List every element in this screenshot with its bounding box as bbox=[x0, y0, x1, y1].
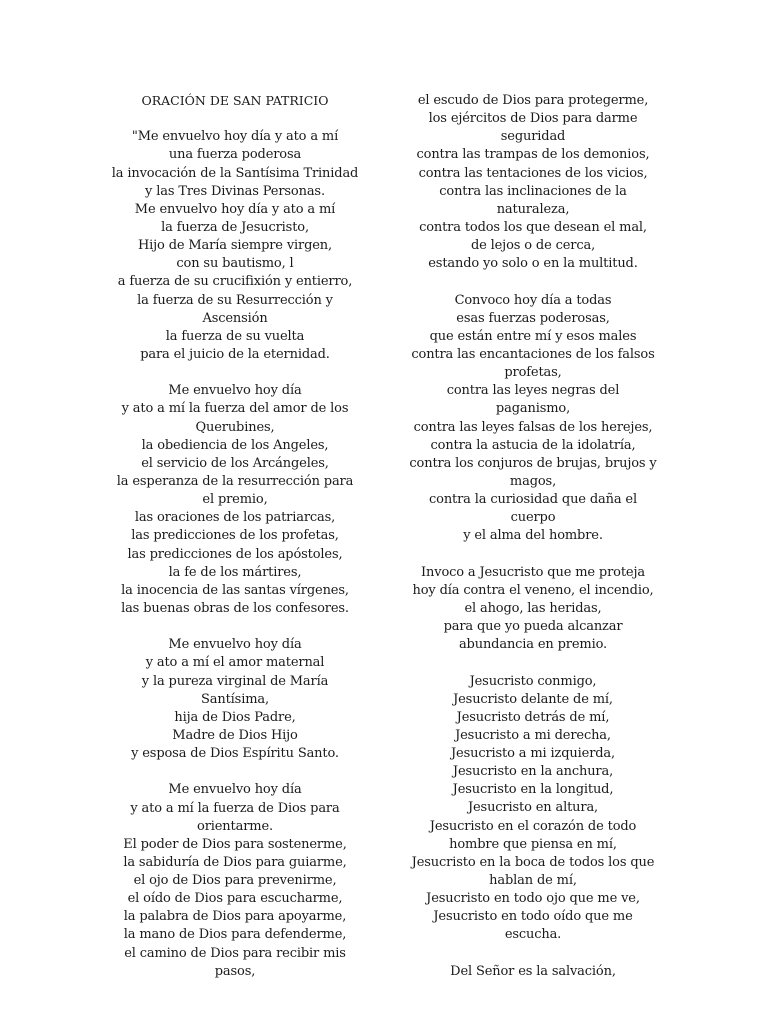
verse-line: estando yo solo o en la multitud. bbox=[428, 256, 638, 272]
right-column bbox=[388, 92, 678, 999]
verse-line: y el alma del hombre. bbox=[463, 528, 603, 544]
verse-line: Jesucristo en el corazón de todo bbox=[429, 818, 637, 834]
verse-line: orientarme. bbox=[197, 818, 273, 834]
verse-line: pasos, bbox=[214, 963, 256, 979]
stanza bbox=[388, 963, 678, 981]
verse-line: Madre de Dios Hijo bbox=[172, 727, 298, 743]
verse-line: la inocencia de las santas vírgenes, bbox=[121, 582, 349, 598]
verse-line: la fuerza de su Resurrección y bbox=[137, 292, 333, 308]
verse-line: Jesucristo delante de mí, bbox=[453, 691, 613, 707]
stanza bbox=[90, 781, 380, 981]
verse-line: para el juicio de la eternidad. bbox=[140, 346, 330, 362]
verse-line: escucha. bbox=[504, 927, 562, 943]
verse-line: esas fuerzas poderosas, bbox=[456, 310, 610, 326]
verse-line: la fe de los mártires, bbox=[168, 564, 302, 580]
verse-line: y esposa de Dios Espíritu Santo. bbox=[131, 746, 339, 762]
stanza bbox=[388, 92, 678, 273]
verse-line: el servicio de los Arcángeles, bbox=[141, 455, 329, 471]
verse-line: la sabiduría de Dios para guiarme, bbox=[123, 854, 347, 870]
verse-line: una fuerza poderosa bbox=[168, 147, 302, 163]
prayer-title: ORACIÓN DE SAN PATRICIO bbox=[141, 93, 329, 108]
verse-line: Jesucristo detrás de mí, bbox=[456, 709, 610, 725]
verse-line: de lejos o de cerca, bbox=[470, 238, 596, 254]
stanza bbox=[90, 128, 380, 364]
verse-line: contra la curiosidad que daña el bbox=[429, 492, 637, 508]
verse-line: Jesucristo conmigo, bbox=[469, 673, 597, 689]
verse-line: para que yo pueda alcanzar bbox=[443, 619, 623, 635]
verse-line: hoy día contra el veneno, el incendio, bbox=[412, 582, 654, 598]
verse-line: Me envuelvo hoy día bbox=[168, 383, 302, 399]
verse-line: la esperanza de la resurrección para bbox=[116, 473, 354, 489]
verse-line: las predicciones de los profetas, bbox=[131, 528, 339, 544]
verse-line: paganismo, bbox=[495, 401, 571, 417]
stanza bbox=[90, 636, 380, 763]
verse-line: y ato a mí el amor maternal bbox=[145, 655, 325, 671]
verse-line: Hijo de María siempre virgen, bbox=[137, 238, 333, 254]
verse-line: la palabra de Dios para apoyarme, bbox=[123, 909, 347, 925]
verse-line: Jesucristo en todo oído que me bbox=[433, 909, 633, 925]
verse-line: Jesucristo en la longitud, bbox=[452, 782, 614, 798]
verse-line: contra la astucia de la idolatría, bbox=[430, 437, 636, 453]
verse-line: el camino de Dios para recibir mis bbox=[124, 945, 346, 961]
verse-line: profetas, bbox=[504, 365, 562, 381]
verse-line: los ejércitos de Dios para darme bbox=[428, 111, 638, 127]
verse-line: hombre que piensa en mí, bbox=[449, 836, 617, 852]
verse-line: Me envuelvo hoy día y ato a mí bbox=[134, 201, 336, 217]
verse-line: Del Señor es la salvación, bbox=[450, 963, 616, 979]
verse-line: hija de Dios Padre, bbox=[174, 709, 296, 725]
verse-line: el oído de Dios para escucharme, bbox=[127, 891, 343, 907]
verse-line: "Me envuelvo hoy día y ato a mí bbox=[131, 129, 339, 145]
verse-line: Jesucristo en todo ojo que me ve, bbox=[426, 891, 640, 907]
verse-line: abundancia en premio. bbox=[458, 637, 608, 653]
verse-line: el ojo de Dios para prevenirme, bbox=[133, 873, 337, 889]
verse-line: Me envuelvo hoy día bbox=[168, 637, 302, 653]
verse-line: y la pureza virginal de María bbox=[141, 673, 329, 689]
verse-line: Jesucristo en altura, bbox=[467, 800, 599, 816]
verse-line: Jesucristo a mi derecha, bbox=[455, 727, 611, 743]
verse-line: contra las inclinaciones de la bbox=[439, 183, 627, 199]
verse-line: y ato a mí la fuerza de Dios para bbox=[130, 800, 340, 816]
verse-line: Jesucristo en la boca de todos los que bbox=[411, 854, 655, 870]
verse-line: contra las trampas de los demonios, bbox=[416, 147, 650, 163]
verse-line: hablan de mí, bbox=[489, 873, 577, 889]
verse-line: la fuerza de Jesucristo, bbox=[161, 220, 309, 235]
stanza bbox=[388, 673, 678, 945]
verse-line: El poder de Dios para sostenerme, bbox=[123, 836, 347, 852]
verse-line: Jesucristo en la anchura, bbox=[452, 764, 614, 780]
verse-line: la obediencia de los Angeles, bbox=[141, 437, 329, 453]
verse-line: con su bautismo, l bbox=[176, 256, 294, 272]
verse-line: Ascensión bbox=[202, 310, 268, 326]
left-column bbox=[90, 92, 380, 999]
verse-line: la fuerza de su vuelta bbox=[165, 328, 305, 344]
verse-line: Santísima, bbox=[201, 691, 269, 707]
verse-line: Querubines, bbox=[195, 419, 275, 435]
verse-line: contra las leyes negras del bbox=[446, 383, 620, 399]
verse-line: y las Tres Divinas Personas. bbox=[145, 183, 325, 199]
verse-line: contra las tentaciones de los vicios, bbox=[418, 165, 648, 181]
verse-line: contra los conjuros de brujas, brujos y bbox=[409, 455, 657, 471]
verse-line: Convoco hoy día a todas bbox=[454, 292, 612, 308]
verse-line: a fuerza de su crucifixión y entierro, bbox=[117, 274, 353, 290]
verse-line: las predicciones de los apóstoles, bbox=[127, 546, 343, 562]
verse-line: las buenas obras de los confesores. bbox=[121, 600, 349, 616]
verse-line: seguridad bbox=[500, 129, 566, 145]
verse-line: Me envuelvo hoy día bbox=[168, 782, 302, 798]
verse-line: magos, bbox=[509, 473, 557, 489]
verse-line: Jesucristo a mi izquierda, bbox=[450, 746, 616, 762]
verse-line: la mano de Dios para defenderme, bbox=[123, 927, 347, 943]
stanza bbox=[90, 382, 380, 618]
verse-line: contra las encantaciones de los falsos bbox=[411, 346, 655, 362]
verse-line: el premio, bbox=[202, 492, 268, 508]
verse-line: naturaleza, bbox=[496, 201, 570, 217]
verse-line: el escudo de Dios para protegerme, bbox=[417, 93, 649, 108]
verse-line: las oraciones de los patriarcas, bbox=[134, 510, 336, 526]
verse-line: cuerpo bbox=[510, 510, 556, 526]
verse-line: contra las leyes falsas de los herejes, bbox=[413, 419, 653, 435]
verse-line: que están entre mí y esos males bbox=[429, 328, 637, 344]
stanza bbox=[388, 292, 678, 546]
verse-line: la invocación de la Santísima Trinidad bbox=[111, 165, 359, 181]
verse-line: el ahogo, las heridas, bbox=[464, 600, 602, 616]
verse-line: y ato a mí la fuerza del amor de los bbox=[121, 401, 349, 417]
stanza bbox=[388, 564, 678, 655]
verse-line: Invoco a Jesucristo que me proteja bbox=[421, 564, 645, 580]
verse-line: contra todos los que desean el mal, bbox=[419, 219, 647, 235]
